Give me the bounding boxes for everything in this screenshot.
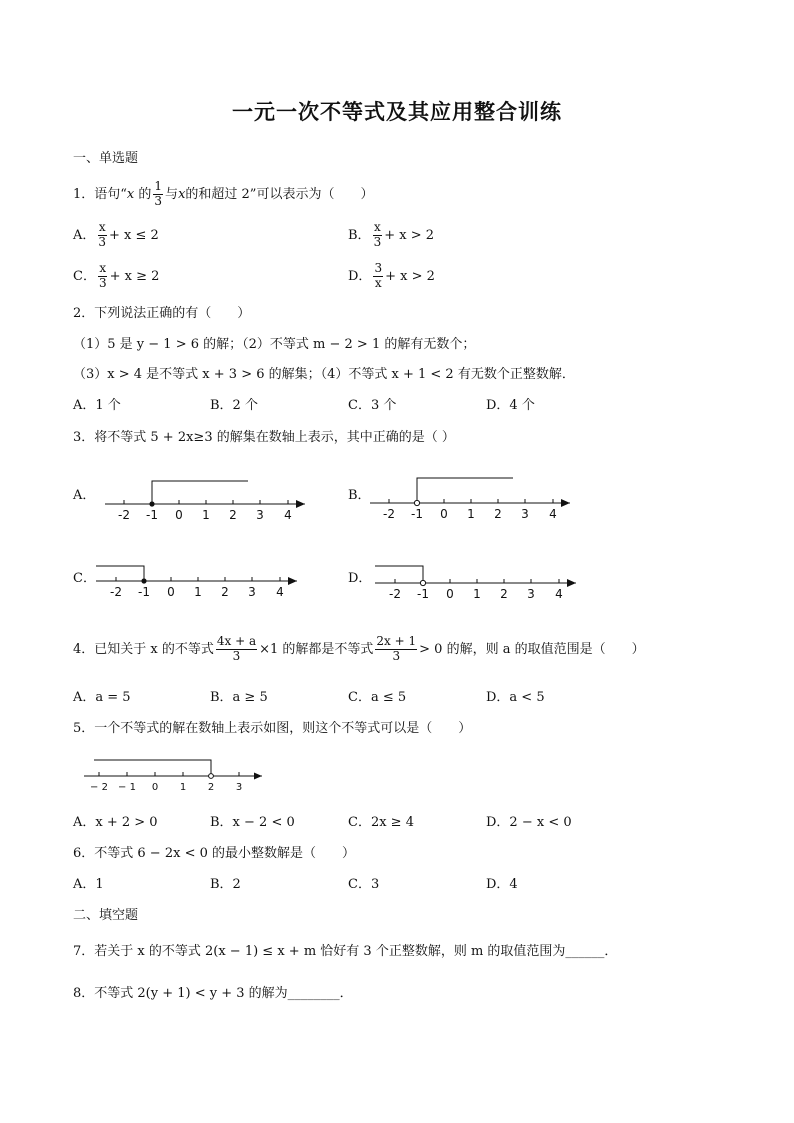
solution-bracket xyxy=(96,566,144,581)
open-point-icon xyxy=(414,500,419,505)
question-5-number-line xyxy=(80,752,270,796)
question-1-option-b[interactable]: B． $\frac{x}{3}$ + x > 2 xyxy=(348,220,434,249)
tick-label: 3 xyxy=(235,782,243,793)
question-4-option-c[interactable]: C．a ≤ 5 xyxy=(348,690,407,705)
tick-label: 1 xyxy=(473,587,481,601)
question-2-statement-line-2: （3）x > 4 是不等式 x + 3 > 6 的解集；（4）不等式 x + 1 < 2 有无数个正整数解． xyxy=(73,367,575,382)
question-2-stem: 2．下列说法正确的有（ ） xyxy=(73,306,251,321)
question-3-option-b-label[interactable]: B． xyxy=(348,488,371,503)
section-heading-fill-in: 二、填空题 xyxy=(73,908,139,923)
question-4-option-b[interactable]: B．a ≥ 5 xyxy=(210,690,268,705)
question-3-option-c-label[interactable]: C． xyxy=(73,571,96,586)
tick-label: -2 xyxy=(383,507,395,521)
question-1-option-c[interactable]: C． $\frac{x}{3}$ + x ≥ 2 xyxy=(73,261,160,290)
question-3-option-a-number-line xyxy=(100,474,315,524)
solution-bracket xyxy=(417,478,513,500)
tick-label: 4 xyxy=(276,585,284,599)
axis-arrow-icon xyxy=(254,773,262,780)
question-3-option-c-number-line xyxy=(92,558,307,608)
tick-label: 2 xyxy=(500,587,508,601)
tick-label: -2 xyxy=(110,585,122,599)
tick-label: 0 xyxy=(151,782,159,793)
tick-label: 1 xyxy=(179,782,187,793)
tick-label: 2 xyxy=(221,585,229,599)
question-2-option-b[interactable]: B．2 个 xyxy=(210,398,258,413)
question-2-option-a[interactable]: A．1 个 xyxy=(73,398,121,413)
question-5-option-a[interactable]: A．x + 2 > 0 xyxy=(73,815,158,830)
axis-arrow-icon xyxy=(567,579,576,587)
tick-label: 0 xyxy=(167,585,175,599)
question-1-option-a[interactable]: A． $\frac{x}{3}$ + x ≤ 2 xyxy=(73,220,159,249)
question-5-stem: 5．一个不等式的解在数轴上表示如图，则这个不等式可以是（ ） xyxy=(73,721,472,736)
solution-bracket xyxy=(94,760,211,776)
tick-label: 1 xyxy=(202,508,210,522)
question-4-option-a[interactable]: A．a = 5 xyxy=(73,690,131,705)
tick-label: -1 xyxy=(411,507,423,521)
tick-label: 4 xyxy=(555,587,563,601)
closed-point-icon xyxy=(149,501,154,506)
question-3-option-d-label[interactable]: D． xyxy=(348,571,372,586)
question-4-option-d[interactable]: D．a < 5 xyxy=(486,690,545,705)
question-6-stem: 6．不等式 6 − 2x < 0 的最小整数解是（ ） xyxy=(73,846,355,861)
tick-label: 2 xyxy=(229,508,237,522)
open-point-icon xyxy=(420,580,425,585)
tick-label: 3 xyxy=(527,587,535,601)
question-3-option-a-label[interactable]: A． xyxy=(73,488,96,503)
fraction-2x-plus-1-over-3: $\frac{2x + 1}{3}$ xyxy=(376,634,417,663)
tick-label: 3 xyxy=(248,585,256,599)
fraction-one-third: $\frac{1}{3}$ xyxy=(154,179,163,208)
tick-label: 1 xyxy=(194,585,202,599)
page-title: 一元一次不等式及其应用整合训练 xyxy=(232,99,562,124)
axis-arrow-icon xyxy=(288,577,297,585)
question-7-stem: 7．若关于 x 的不等式 2(x − 1) ≤ x + m 恰好有 3 个正整数解，则 m 的取值范围为______． xyxy=(73,944,618,959)
tick-label: 4 xyxy=(284,508,292,522)
question-6-option-c[interactable]: C．3 xyxy=(348,877,380,892)
question-8-stem: 8．不等式 2(y + 1) < y + 3 的解为________． xyxy=(73,986,353,1001)
tick-label: -2 xyxy=(389,587,401,601)
closed-point-icon xyxy=(141,578,146,583)
tick-label: 0 xyxy=(175,508,183,522)
question-1-option-d[interactable]: D． $\frac{3}{x}$ + x > 2 xyxy=(348,261,435,290)
tick-label: 2 xyxy=(207,782,215,793)
question-6-option-a[interactable]: A．1 xyxy=(73,877,104,892)
solution-bracket xyxy=(375,566,423,580)
tick-label: − 1 xyxy=(118,782,136,793)
question-3-option-d-number-line xyxy=(371,558,586,608)
question-6-option-b[interactable]: B．2 xyxy=(210,877,241,892)
question-5-option-c[interactable]: C．2x ≥ 4 xyxy=(348,815,414,830)
tick-label: -1 xyxy=(146,508,158,522)
tick-label: 3 xyxy=(256,508,264,522)
question-4-stem: 4．已知关于 x 的不等式 $\frac{4x + a}{3}$ ×1 的解都是不等式 $\frac{2x + 1}{3}$ > 0 的解，则 a 的取值范围是（ ） xyxy=(73,634,645,663)
tick-label: -2 xyxy=(118,508,130,522)
question-2-statement-line-1: （1）5 是 y − 1 > 6 的解；（2）不等式 m − 2 > 1 的解有无数个； xyxy=(73,337,476,352)
question-1-stem: 1．语句“x 的 $\frac{1}{3}$ 与x的和超过 2”可以表示为（ ） xyxy=(73,179,374,208)
solution-bracket xyxy=(152,481,248,504)
section-heading-single-choice: 一、单选题 xyxy=(73,151,139,166)
tick-label: -1 xyxy=(417,587,429,601)
fraction-4x-plus-a-over-3: $\frac{4x + a}{3}$ xyxy=(216,634,257,663)
tick-label: 0 xyxy=(446,587,454,601)
axis-arrow-icon xyxy=(561,499,570,507)
question-2-option-d[interactable]: D．4 个 xyxy=(486,398,535,413)
question-3-stem: 3．将不等式 5 + 2x≥3 的解集在数轴上表示，其中正确的是（ ） xyxy=(73,430,455,445)
question-2-option-c[interactable]: C．3 个 xyxy=(348,398,397,413)
tick-label: 1 xyxy=(467,507,475,521)
tick-label: 3 xyxy=(521,507,529,521)
tick-label: − 2 xyxy=(90,782,108,793)
question-6-option-d[interactable]: D．4 xyxy=(486,877,518,892)
axis-arrow-icon xyxy=(296,500,305,508)
tick-label: 4 xyxy=(549,507,557,521)
tick-label: 0 xyxy=(440,507,448,521)
tick-label: -1 xyxy=(138,585,150,599)
question-5-option-b[interactable]: B．x − 2 < 0 xyxy=(210,815,295,830)
question-5-option-d[interactable]: D．2 − x < 0 xyxy=(486,815,572,830)
question-3-option-b-number-line xyxy=(365,474,580,524)
open-point-icon xyxy=(209,774,214,779)
tick-label: 2 xyxy=(494,507,502,521)
